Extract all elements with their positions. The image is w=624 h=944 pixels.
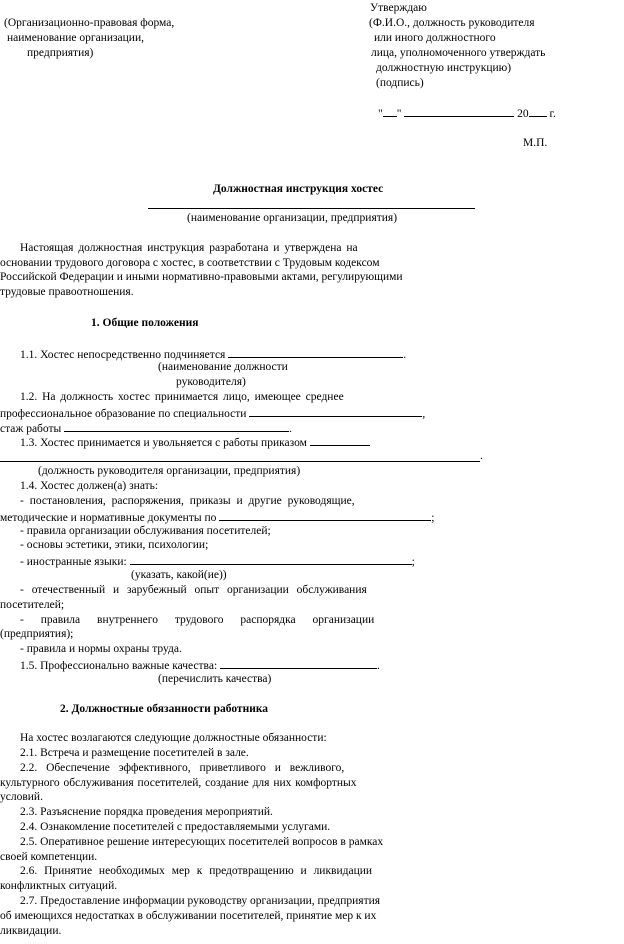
order-blank xyxy=(310,434,370,446)
duty-2-2-line-3: условий. xyxy=(0,791,43,803)
year-blank xyxy=(529,105,547,117)
knowledge-5-line-1: - отечественный и зарубежный опыт организации обслуживания xyxy=(20,584,367,596)
intro-line-3: Российской Федерации и иными нормативно-правовыми актами, регулирующими xyxy=(0,271,403,283)
clause-1-5-text: 1.5. Профессионально важные качества: xyxy=(20,660,218,672)
approver-line-1: (Ф.И.О., должность руководителя xyxy=(369,17,535,29)
clause-1-1-text: 1.1. Хостес непосредственно подчиняется xyxy=(20,349,226,361)
clause-1-2-line-3: стаж работы . xyxy=(0,420,292,437)
duty-2-5-line-1: 2.5. Оперативное решение интересующих посетителей вопросов в рамках xyxy=(20,836,384,848)
docs-blank xyxy=(219,509,431,521)
date-quote-open: " xyxy=(378,108,383,120)
duty-2-5-line-2: своей компетенции. xyxy=(0,851,98,863)
intro-line-2: основании трудового договора с хостес, в соответствии с Трудовым кодексом xyxy=(0,257,380,269)
order-issuer-line xyxy=(0,461,480,462)
qualities-caption: (перечислить качества) xyxy=(158,673,272,685)
knowledge-7: - правила и нормы охраны труда. xyxy=(20,643,182,655)
duty-2-7-line-2: об имеющихся недостатках в обслуживании посетителей, принятие мер к их xyxy=(0,910,377,922)
section-2-heading: 2. Должностные обязанности работника xyxy=(60,703,269,715)
intro-line-4: трудовые правоотношения. xyxy=(0,286,134,298)
languages-caption: (указать, какой(ие)) xyxy=(131,569,227,581)
qualities-blank xyxy=(220,657,377,669)
languages-blank xyxy=(130,553,412,565)
knowledge-3: - основы эстетики, этики, психологии; xyxy=(20,539,209,551)
duty-2-7-line-3: ликвидации. xyxy=(0,925,62,937)
org-form-line-1: (Организационно-правовая форма, xyxy=(4,17,175,29)
duty-2-7-line-1: 2.7. Предоставление информации руководству организации, предприятия xyxy=(20,895,381,907)
intro-line-1: Настоящая должностная инструкция разработана и утверждена на xyxy=(20,242,358,254)
org-form-line-2: наименование организации, xyxy=(7,32,144,44)
knowledge-4-text: - иностранные языки: xyxy=(20,556,127,568)
org-name-caption: (наименование организации, предприятия) xyxy=(187,212,398,224)
year-prefix: 20 xyxy=(517,108,529,120)
specialty-blank xyxy=(249,405,422,417)
clause-1-1: 1.1. Хостес непосредственно подчиняется . xyxy=(20,346,406,363)
clause-1-2-specialty: профессиональное образование по специальности xyxy=(0,408,247,420)
knowledge-6-line-1: - правила внутреннего трудового распорядка организации xyxy=(20,614,375,626)
duty-2-4: 2.4. Ознакомление посетителей с предоставляемыми услугами. xyxy=(20,821,331,833)
day-blank xyxy=(383,105,397,117)
knowledge-5-line-2: посетителей; xyxy=(0,599,65,611)
knowledge-1-docs: методические и нормативные документы по xyxy=(0,512,217,524)
duty-2-2-line-2: культурного обслуживания посетителей, создание для них комфортных xyxy=(0,777,357,789)
supervisor-blank xyxy=(228,346,403,358)
approver-line-4: должностную инструкцию) xyxy=(376,62,512,74)
clause-1-2-experience: стаж работы xyxy=(0,423,62,435)
knowledge-4: - иностранные языки: ; xyxy=(20,553,415,570)
clause-1-4: 1.4. Хостес должен(а) знать: xyxy=(20,480,159,492)
duty-2-3: 2.3. Разъяснение порядка проведения мероприятий. xyxy=(20,806,273,818)
org-form-line-3: предприятия) xyxy=(27,47,94,59)
clause-1-5: 1.5. Профессионально важные качества: . xyxy=(20,657,380,674)
knowledge-6-line-2: (предприятия); xyxy=(0,628,74,640)
document-title: Должностная инструкция хостес xyxy=(213,183,384,195)
knowledge-1-line-1: - постановления, распоряжения, приказы и другие руководящие, xyxy=(20,495,355,507)
clause-1-3-text: 1.3. Хостес принимается и увольняется с работы приказом xyxy=(20,437,307,449)
experience-blank xyxy=(64,420,289,432)
duties-lead: На хостес возлагаются следующие должностные обязанности: xyxy=(20,732,327,744)
approval-date xyxy=(378,105,556,122)
org-name-line xyxy=(148,208,475,209)
clause-1-2-line-2: профессиональное образование по специальности , xyxy=(0,405,425,422)
month-blank xyxy=(404,105,514,117)
section-1-heading: 1. Общие положения xyxy=(91,317,199,329)
duty-2-6-line-1: 2.6. Принятие необходимых мер к предотвращению и ликвидации xyxy=(20,865,373,877)
approver-line-3: лица, уполномоченного утверждать xyxy=(371,47,546,59)
year-suffix: г. xyxy=(549,108,556,120)
approver-line-5: (подпись) xyxy=(376,77,424,89)
approve-label: Утверждаю xyxy=(370,2,427,14)
duty-2-2-line-1: 2.2. Обеспечение эффективного, приветливого и вежливого, xyxy=(20,762,345,774)
supervisor-caption-1: (наименование должности xyxy=(158,361,288,373)
clause-1-2-line-1: 1.2. На должность хостес принимается лицо, имеющее среднее xyxy=(20,391,344,403)
approver-line-2: или иного должностного xyxy=(374,32,496,44)
duty-2-6-line-2: конфликтных ситуаций. xyxy=(0,880,118,892)
clause-1-3 xyxy=(20,434,370,451)
date-quote-close: " xyxy=(396,108,402,120)
order-issuer-caption: (должность руководителя организации, предприятия) xyxy=(38,465,301,477)
knowledge-2: - правила организации обслуживания посетителей; xyxy=(20,525,271,537)
supervisor-caption-2: руководителя) xyxy=(176,376,246,388)
knowledge-1-line-2: методические и нормативные документы по ; xyxy=(0,509,434,526)
order-issuer-dot: . xyxy=(480,450,483,462)
stamp-place: М.П. xyxy=(523,137,548,149)
duty-2-1: 2.1. Встреча и размещение посетителей в зале. xyxy=(20,747,249,759)
